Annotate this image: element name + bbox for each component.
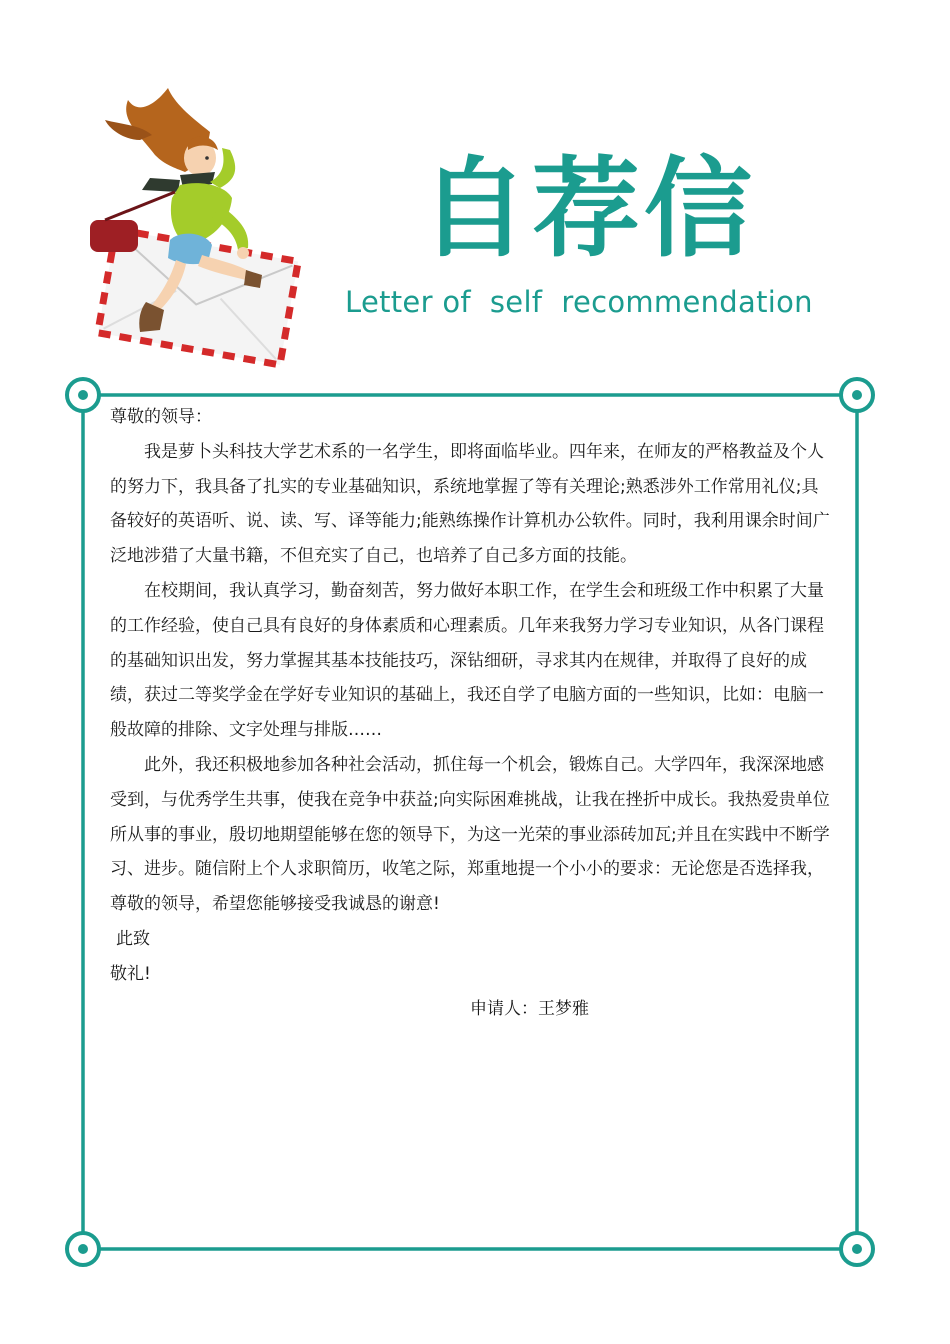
corner-ornament-icon [67,379,99,411]
signature: 申请人：王梦雅 [470,998,589,1019]
corner-ornament-icon [67,1233,99,1265]
corner-ornament-icon [841,379,873,411]
paragraph: 在校期间，我认真学习，勤奋刻苦，努力做好本职工作，在学生会和班级工作中积累了大量的工作经验，使自己具有良好的身体素质和心理素质。几年来我努力学习专业知识，从各门课程的基础知识出发，努力掌握其基本技能技巧，深钻细研，寻求其内在规律，并取得了良好的成绩，获过二等奖学金在学好专业知识的基础上，我还自学了电脑方面的一些知识，比如：电脑一般故障的排除、文字处理与排版…… [110,580,824,741]
page-title: 自荐信 [420,147,757,272]
page-subtitle: Letter of self recommendation [345,285,813,319]
salutation: 尊敬的领导： [110,407,212,427]
letter-body [110,400,835,1026]
corner-ornament-icon [841,1233,873,1265]
closing-phrase: 此致 [116,928,150,949]
paragraph: 此外，我还积极地参加各种社会活动，抓住每一个机会，锻炼自己。大学四年，我深深地感受到，与优秀学生共事，使我在竞争中获益;向实际困难挑战，让我在挫折中成长。我热爱贵单位所从事的事业，殷切地期望能够在您的领导下，为这一光荣的事业添砖加瓦;并且在实践中不断学习、进步。随信附上个人求职简历，收笔之际，郑重地提一个小小的要求：无论您是否选择我，尊敬的领导，希望您能够接受我诚恳的谢意! [110,754,830,915]
paragraph: 我是萝卜头科技大学艺术系的一名学生，即将面临毕业。四年来，在师友的严格教益及个人的努力下，我具备了扎实的专业基础知识，系统地掌握了等有关理论;熟悉涉外工作常用礼仪;具备较好的英语听、说、读、写、译等能力;能熟练操作计算机办公软件。同时，我利用课余时间广泛地涉猎了大量书籍，不但充实了自己，也培养了自己多方面的技能。 [110,441,830,567]
girl-on-envelope-illustration [80,80,310,375]
closing-salute: 敬礼! [110,963,151,984]
